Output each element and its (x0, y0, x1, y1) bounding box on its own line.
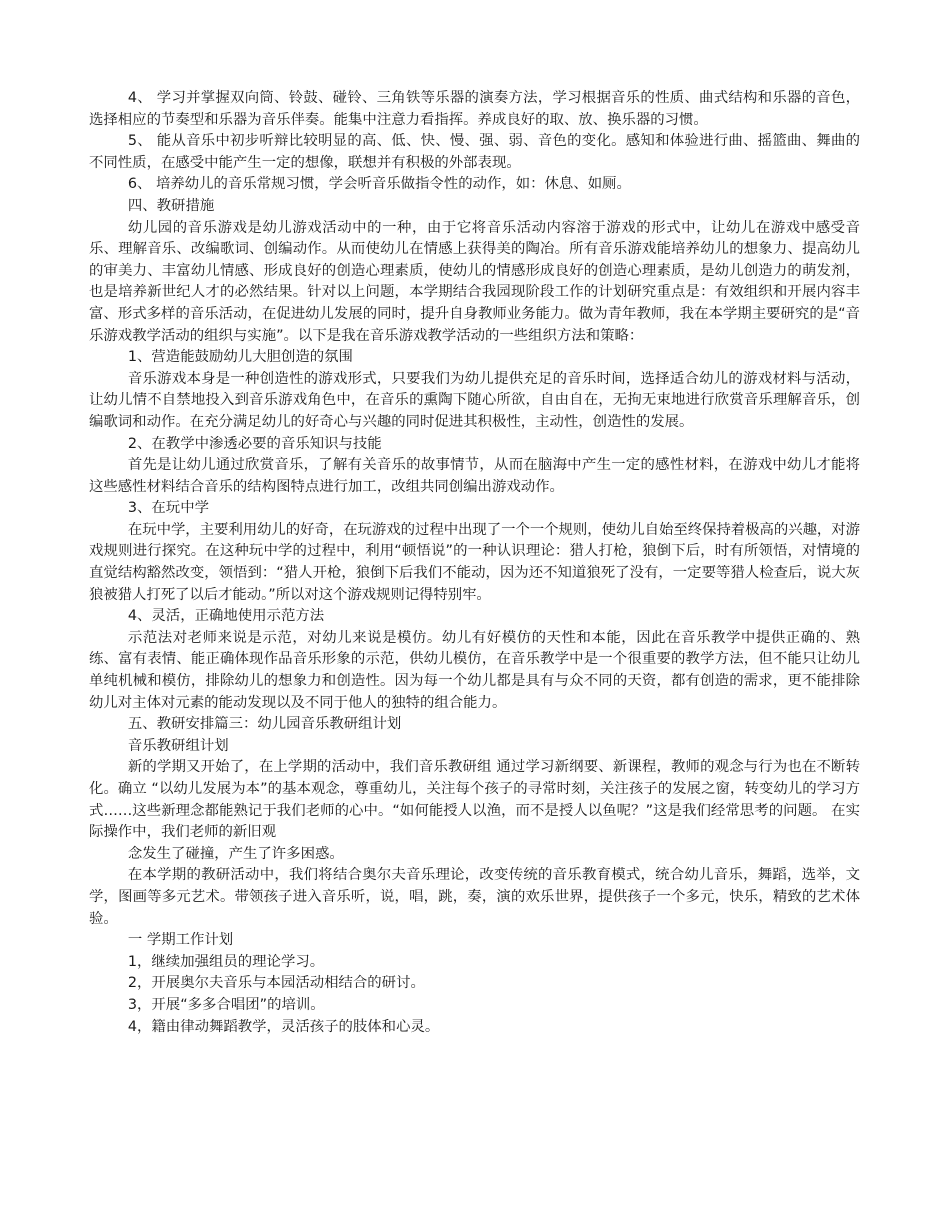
paragraph-subsection-1: 音乐游戏本身是一种创造性的游戏形式，只要我们为幼儿提供充足的音乐时间，选择适合幼儿的游戏材料与活动，让幼儿情不自禁地投入到音乐游戏角色中，在音乐的熏陶下随心所欲，自由自在，无拘无束地进行欣赏音乐理解音乐，创编歌词和动作。在充分满足幼儿的好奇心与兴趣的同时促进其积极性，主动性，创造性的发展。 (89, 370, 860, 430)
section-heading-measures: 四、教研措施 (127, 197, 215, 214)
paragraph-item-6: 6、 培养幼儿的音乐常规习惯，学会听音乐做指令性的动作，如：休息、如厕。 (127, 176, 631, 193)
paragraph-subsection-3: 在玩中学，主要利用幼儿的好奇，在玩游戏的过程中出现了一个一个规则，使幼儿自始至终保持着极高的兴趣，对游戏规则进行探究。在这种玩中学的过程中，利用“顿悟说”的一种认识理论：猎人打枪，狼倒下后，时有所领悟，对情境的直觉结构豁然改变，领悟到：“猎人开枪，狼倒下后我们不能动，因为还不知道狼死了没有，一定要等猎人检查后，说大灰狼被猎人打死了以后才能动。”所以对这个游戏规则记得特别牢。 (89, 521, 860, 603)
list-item-4: 4，籍由律动舞蹈教学，灵活孩子的肢体和心灵。 (127, 1018, 440, 1035)
section-heading-arrangement: 五、教研安排篇三：幼儿园音乐教研组计划 (127, 716, 402, 733)
paragraph-intro-music-games: 幼儿园的音乐游戏是幼儿游戏活动中的一种，由于它将音乐活动内容溶于游戏的形式中，让幼儿在游戏中感受音乐、理解音乐、改编歌词、创编动作。从而使幼儿在情感上获得美的陶冶。所有音乐游戏能培养幼儿的想象力、提高幼儿的审美力、丰富幼儿情感、形成良好的创造心理素质，使幼儿的情感形成良好的创造心理素质，是幼儿创造力的萌发剂，也是培养新世纪人才的必然结果。针对以上问题，本学期结合我园现阶段工作的计划研究重点是：有效组织和开展内容丰富、形式多样的音乐活动，在促进幼儿发展的同时，提升自身教师业务能力。做为青年教师，我在本学期主要研究的是“音乐游戏教学活动的组织与实施”。以下是我在音乐游戏教学活动的一些组织方法和策略： (89, 219, 860, 344)
plan-title: 音乐教研组计划 (127, 737, 229, 754)
list-item-1: 1，继续加强组员的理论学习。 (127, 953, 325, 970)
paragraph-item-5: 5、 能从音乐中初步听辩比较明显的高、低、快、慢、强、弱、音色的变化。感知和体验进行曲、摇篮曲、舞曲的不同性质，在感受中能产生一定的想像，联想并有积极的外部表现。 (89, 133, 860, 171)
paragraph-orff: 在本学期的教研活动中，我们将结合奥尔夫音乐理论，改变传统的音乐教育模式，统合幼儿音乐，舞蹈，选举，文学，图画等多元艺术。带领孩子进入音乐听，说，唱，跳，奏，演的欢乐世界，提供孩子一个多元，快乐，精致的艺术体验。 (89, 867, 860, 927)
list-item-3: 3，开展“多多合唱团”的培训。 (127, 996, 325, 1013)
subheading-1: 1、营造能鼓励幼儿大胆创造的氛围 (127, 349, 353, 366)
paragraph-new-semester: 新的学期又开始了，在上学期的活动中，我们音乐教研组 通过学习新纲要、新课程，教师的观念与行为也在不断转化。确立 “以幼儿发展为本”的基本观念，尊重幼儿，关注每个孩子的寻常时刻，关注孩子的发展之窗，转变幼儿的学习方式……这些新理念都能熟记于我们老师的心中。“如何能授人以渔，而不是授人以鱼呢？”这是我们经常思考的问题。 在实际操作中，我们老师的新旧观 (89, 759, 861, 841)
subheading-3: 3、在玩中学 (127, 500, 209, 517)
paragraph-subsection-4: 示范法对老师来说是示范，对幼儿来说是模仿。幼儿有好模仿的天性和本能，因此在音乐教学中提供正确的、熟练、富有表情、能正确体现作品音乐形象的示范，供幼儿模仿，在音乐教学中是一个很重要的教学方法，但不能只让幼儿单纯机械和模仿，排除幼儿的想象力和创造性。因为每一个幼儿都是具有与众不同的天资，都有创造的需求，更不能排除幼儿对主体对元素的能动发现以及不同于他人的独特的组合能力。 (89, 629, 860, 711)
paragraph-new-semester-cont: 念发生了碰撞，产生了许多困惑。 (127, 845, 344, 862)
section-heading-work-plan: 一 学期工作计划 (127, 932, 234, 949)
paragraph-subsection-2: 首先是让幼儿通过欣赏音乐，了解有关音乐的故事情节，从而在脑海中产生一定的感性材料，在游戏中幼儿才能将这些感性材料结合音乐的结构图特点进行加工，改组共同创编出游戏动作。 (89, 457, 860, 495)
list-item-2: 2，开展奥尔夫音乐与本园活动相结合的研讨。 (127, 975, 425, 992)
paragraph-item-4: 4、 学习并掌握双向筒、铃鼓、碰铃、三角铁等乐器的演奏方法，学习根据音乐的性质、曲式结构和乐器的音色，选择相应的节奏型和乐器为音乐伴奏。能集中注意力看指挥。养成良好的取、放、换乐器的习惯。 (89, 90, 860, 128)
subheading-2: 2、在教学中渗透必要的音乐知识与技能 (127, 435, 382, 452)
subheading-4: 4、灵活，正确地使用示范方法 (127, 608, 325, 625)
